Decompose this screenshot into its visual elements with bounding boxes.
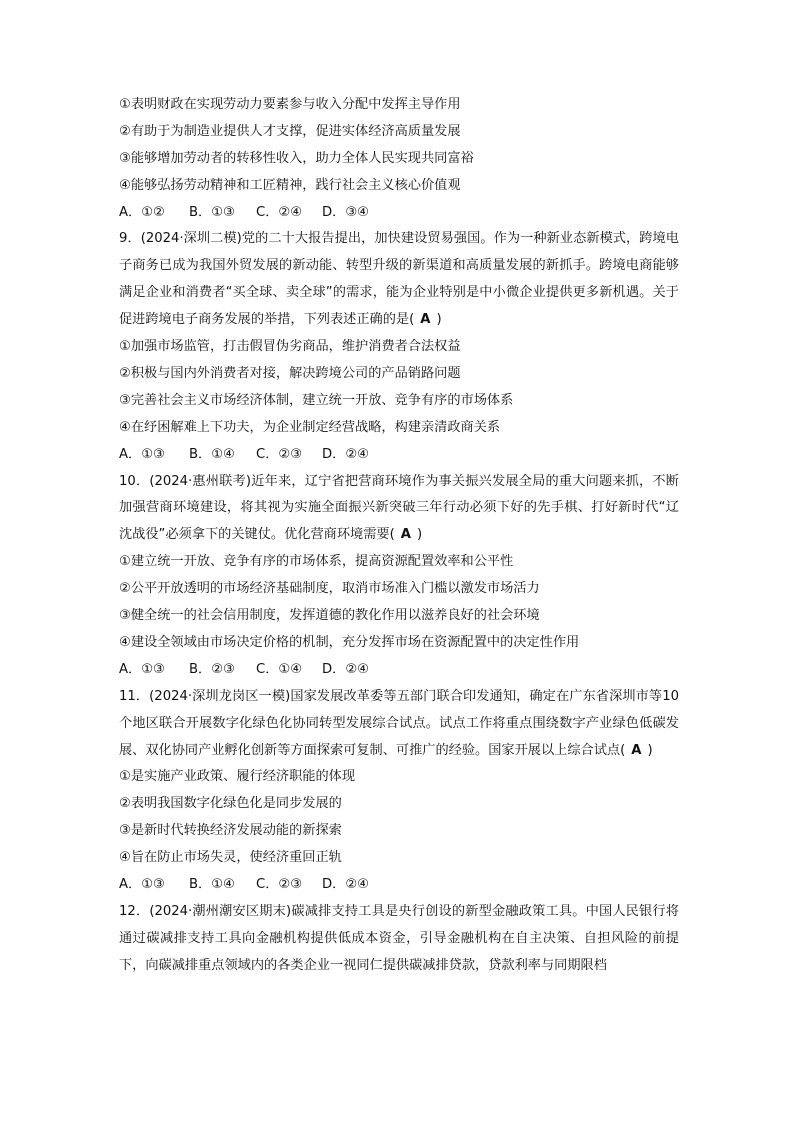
q11-option-d: D．②④ bbox=[322, 876, 369, 892]
q10-stem-text: 10．(2024·惠州联考)近年来，辽宁省把营商环境作为事关振兴发展全局的重大问题来抓，不断加强营商环境建设，将其视为实施全面振兴新突破三年行动必须下好的先手棋、打好新时代“辽沈战役”必须拿下的关键仗。优化营商环境需要( bbox=[119, 473, 679, 543]
q11-options bbox=[119, 872, 679, 899]
q9-option-d: D．②④ bbox=[322, 446, 369, 462]
q11-item-4: ④旨在防止市场失灵，使经济重回正轨 bbox=[119, 850, 342, 866]
q10-item-1: ①建立统一开放、竞争有序的市场体系，提高资源配置效率和公平性 bbox=[119, 554, 514, 570]
q11-item-3: ③是新时代转换经济发展动能的新探索 bbox=[119, 823, 342, 839]
q9-answer: A bbox=[420, 312, 431, 328]
q11-item-1: ①是实施产业政策、履行经济职能的体现 bbox=[119, 769, 356, 785]
q8-option-a: A．①② bbox=[119, 204, 165, 220]
q9-item-4: ④在纾困解难上下功夫，为企业制定经营战略，构建亲清政商关系 bbox=[119, 419, 501, 435]
q10-stem-close: ) bbox=[416, 527, 423, 543]
q10-item-3: ③健全统一的社会信用制度，发挥道德的教化作用以滋养良好的社会环境 bbox=[119, 608, 540, 624]
q12-stem: 12．(2024·潮州潮安区期末)碳减排支持工具是央行创设的新型金融政策工具。中国人民银行将通过碳减排支持工具向金融机构提供低成本资金，引导金融机构在自主决策、自担风险的前提下，向碳减排重点领域内的各类企业一视同仁提供碳减排贷款，贷款利率与同期限档 bbox=[119, 903, 679, 973]
q10-answer: A bbox=[400, 527, 411, 543]
q9-option-c: C．②③ bbox=[256, 446, 303, 462]
q9-item-3: ③完善社会主义市场经济体制，建立统一开放、竞争有序的市场体系 bbox=[119, 392, 514, 408]
q9-stem-text: 9．(2024·深圳二模)党的二十大报告提出，加快建设贸易强国。作为一种新业态新模式，跨境电子商务已成为我国外贸发展的新动能、转型升级的新渠道和高质量发展的新抓手。跨境电商能够满足企业和消费者“买全球、卖全球”的需求，能为企业特别是中小微企业提供更多新机遇。关于促进跨境电子商务发展的举措，下列表述正确的是( bbox=[119, 231, 679, 328]
q10-option-c: C．①④ bbox=[256, 661, 303, 677]
q11-item-2: ②表明我国数字化绿色化是同步发展的 bbox=[119, 796, 342, 812]
q10-item-2: ②公平开放透明的市场经济基础制度，取消市场准入门槛以激发市场活力 bbox=[119, 581, 540, 597]
q9-options bbox=[119, 442, 679, 469]
q10-item-4: ④建设全领域由市场决定价格的机制，充分发挥市场在资源配置中的决定性作用 bbox=[119, 634, 580, 650]
q11-option-a: A．①③ bbox=[119, 876, 165, 892]
q8-item-1: ①表明财政在实现劳动力要素参与收入分配中发挥主导作用 bbox=[119, 97, 461, 112]
q9-option-a: A．①③ bbox=[119, 446, 165, 462]
q8-option-c: C．②④ bbox=[256, 204, 303, 220]
q9-item-1: ①加强市场监管，打击假冒伪劣商品，维护消费者合法权益 bbox=[119, 339, 461, 355]
q9-item-2: ②积极与国内外消费者对接，解决跨境公司的产品销路问题 bbox=[119, 365, 461, 381]
q8-item-4: ④能够弘扬劳动精神和工匠精神，践行社会主义核心价值观 bbox=[119, 177, 461, 193]
q11-stem-close: ) bbox=[647, 742, 653, 758]
q11-stem bbox=[119, 684, 679, 765]
q11-answer: A bbox=[631, 742, 642, 758]
q11-option-c: C．②③ bbox=[256, 876, 303, 892]
q10-stem bbox=[119, 469, 679, 550]
q8-option-d: D．③④ bbox=[322, 204, 369, 220]
q10-option-a: A．①③ bbox=[119, 661, 165, 677]
q8-item-2: ②有助于为制造业提供人才支撑，促进实体经济高质量发展 bbox=[119, 123, 461, 139]
q9-option-b: B．①④ bbox=[189, 446, 235, 462]
document-page bbox=[119, 92, 679, 980]
q8-options bbox=[119, 200, 679, 227]
q10-options bbox=[119, 657, 679, 684]
q10-option-b: B．②③ bbox=[189, 661, 235, 677]
q11-option-b: B．①④ bbox=[189, 876, 235, 892]
q8-option-b: B．①③ bbox=[189, 204, 235, 220]
q11-stem-text: 11．(2024·深圳龙岗区一模)国家发展改革委等五部门联合印发通知，确定在广东省深圳市等10个地区联合开展数字化绿色化协同转型发展综合试点。试点工作将重点围绕数字产业绿色低碳发展、双化协同产业孵化创新等方面探索可复制、可推广的经验。国家开展以上综合试点( bbox=[119, 688, 679, 758]
q9-stem-close: ) bbox=[436, 312, 442, 328]
q9-stem bbox=[119, 226, 679, 334]
q10-option-d: D．②④ bbox=[322, 661, 369, 677]
q8-item-3: ③能够增加劳动者的转移性收入，助力全体人民实现共同富裕 bbox=[119, 150, 474, 166]
